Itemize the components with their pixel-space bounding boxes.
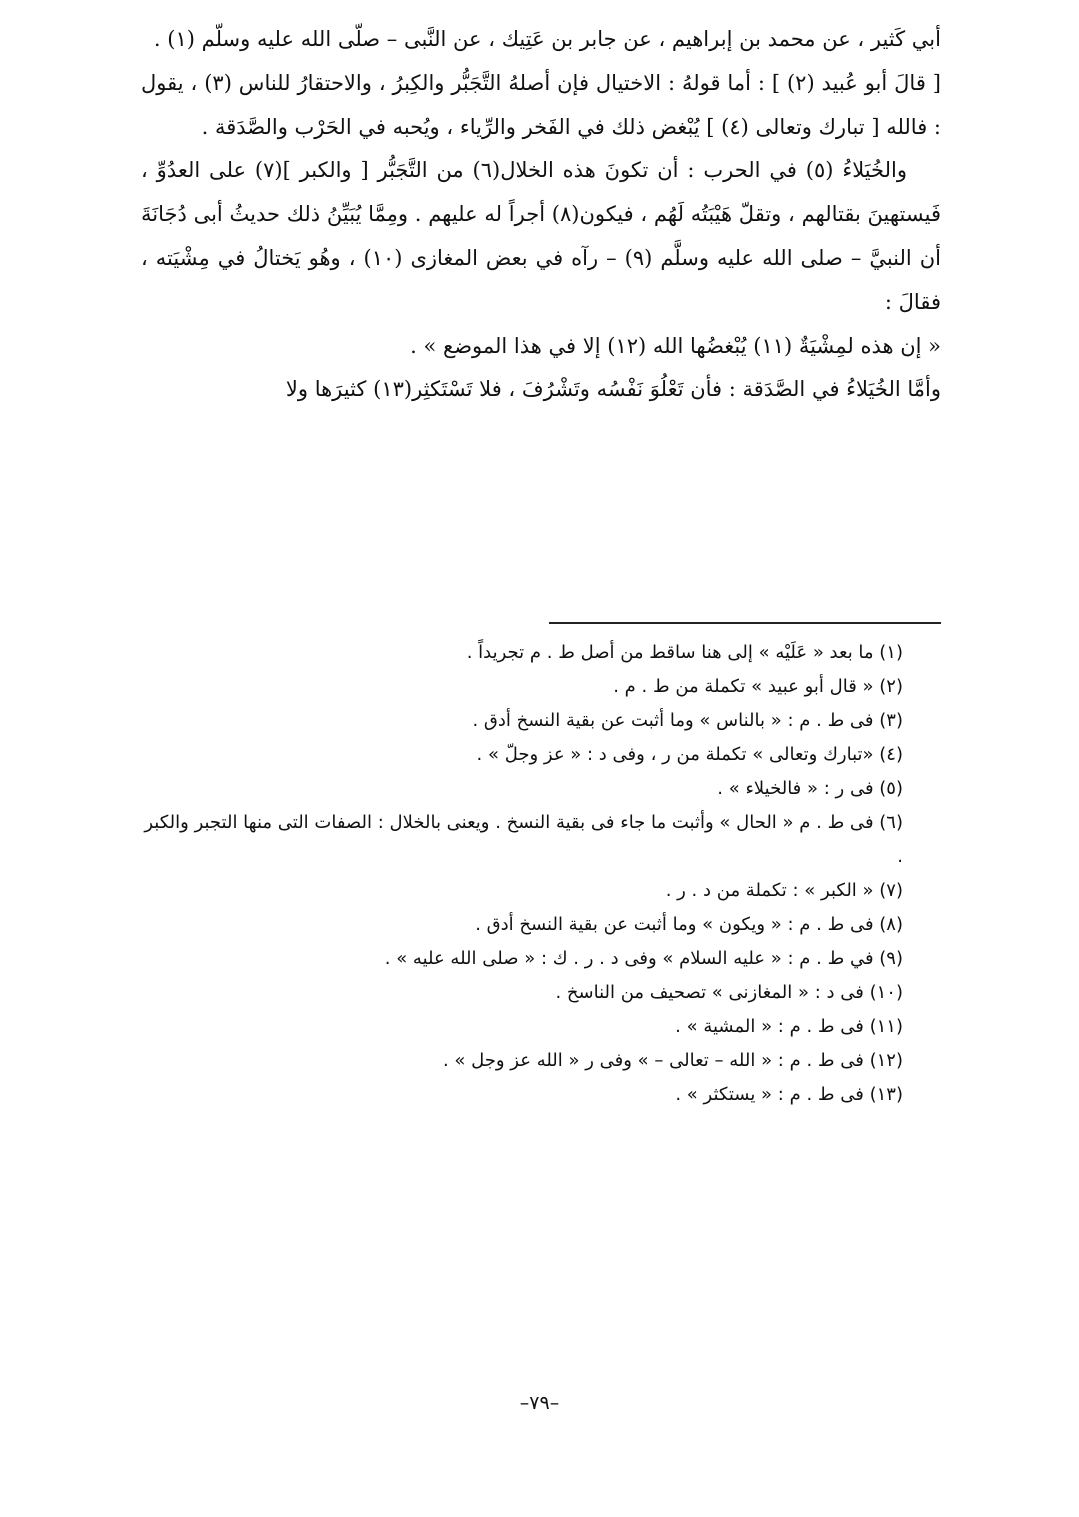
paragraph-3: والخُيَلاءُ (٥) في الحرب : أن تكونَ هذه الخلال(٦) من التَّجَبُّر [ والكبر ](٧) على العدُوِّ ، فَيستهينَ بقتالهم ، وتقلّ هَيْبَتُه لَهُم ، فيكون(٨) أجراً له عليهم . ومِمَّا يُبَيِّنُ ذلك حديثُ أبى دُجَانَةَ أن النبيَّ – صلى الله عليه وسلَّم (٩) – رآه في بعض المغازى (١٠) ، وهُو يَختالُ في مِشْيَته ، فقالَ :	[141, 158, 942, 314]
page-number: –٧٩–	[519, 1392, 560, 1414]
paragraph-4: وأمَّا الخُيَلاءُ في الصَّدَقة : فأن تَعْلُوَ نَفْسُه وتَشْرُفَ ، فلا تَسْتَكثِر(١٣) كثيرَها ولا	[285, 377, 941, 402]
footnote-6: (٦) فى ط . م « الحال » وأثبت ما جاء فى بقية النسخ . ويعنى بالخلال : الصفات التى منها التجبر والكبر .	[144, 812, 903, 867]
footnote-12: (١٢) فى ط . م : « الله – تعالى – » وفى ر « الله عز وجل » .	[442, 1050, 903, 1071]
footnote-10: (١٠) فى د : « المغازنى » تصحيف من الناسخ .	[555, 982, 903, 1003]
quotation: « إن هذه لمِشْيَةٌ (١١) يُبْغضُها الله (١٢) إلا في هذا الموضع » .	[410, 333, 941, 358]
footnote-2: (٢) « قال أبو عبيد » تكملة من ط . م .	[613, 676, 903, 697]
footnote-9: (٩) في ط . م : « عليه السلام » وفى د . ر . ك : « صلى الله عليه » .	[384, 948, 903, 969]
footnote-7: (٧) « الكبر » : تكملة من د . ر .	[665, 880, 903, 901]
footnotes	[141, 636, 903, 1112]
footnote-1: (١) ما بعد « عَلَيْه » إلى هنا ساقط من أصل ط . م تجريداً .	[466, 642, 903, 663]
footnote-8: (٨) فى ط . م : « ويكون » وما أثبت عن بقية النسخ أدق .	[475, 914, 903, 935]
footnote-11: (١١) فى ط . م : « المشية » .	[675, 1016, 903, 1037]
footnote-5: (٥) فى ر : « فالخيلاء » .	[717, 778, 903, 799]
paragraph-2: [ قالَ أبو عُبيد (٢) ] : أما قولهُ : الاختيال فإن أصلهُ التَّجَبُّر والكِبرُ ، والاحتقارُ للناس (٣) ، يقول : فالله [ تبارك وتعالى (٤) ] يُبْغض ذلك في الفَخر والرِّياء ، ويُحبه في الحَرْب والصَّدَقة .	[141, 70, 941, 139]
main-text	[141, 18, 941, 412]
footnote-3: (٣) فى ط . م : « بالناس » وما أثبت عن بقية النسخ أدق .	[472, 710, 903, 731]
paragraph-1: أبي كَثير ، عن محمد بن إبراهيم ، عن جابر بن عَتِيك ، عن النَّبى – صلّى الله عليه وسلّم (١) .	[153, 27, 941, 51]
footnote-4: (٤) «تبارك وتعالى » تكملة من ر ، وفى د : « عز وجلّ » .	[476, 744, 903, 765]
footnote-13: (١٣) فى ط . م : « يستكثر » .	[675, 1084, 903, 1105]
footnote-separator	[549, 622, 941, 624]
